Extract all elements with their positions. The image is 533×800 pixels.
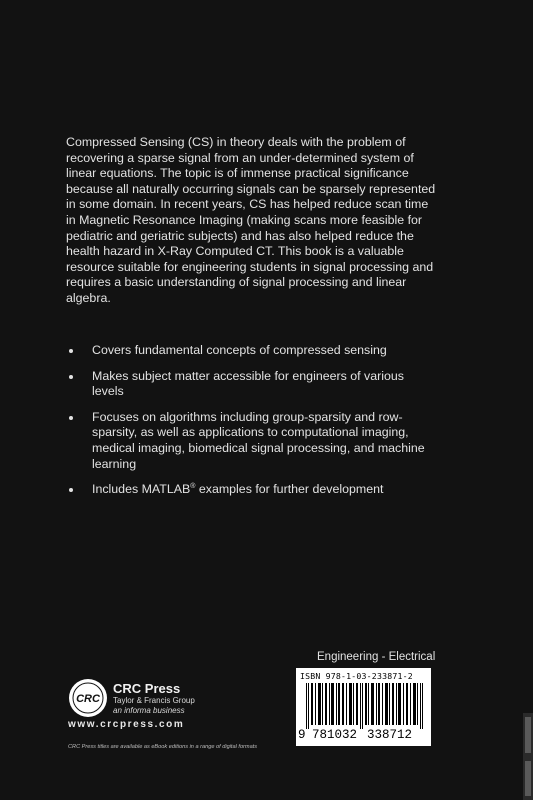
spine-edge-mark bbox=[523, 713, 533, 800]
isbn-number: ISBN 978-1-03-233871-2 bbox=[300, 671, 413, 681]
feature-item: Focuses on algorithms including group-sparsity and row-sparsity, as well as applications to computational imaging, medical imaging, biomedical signal processing, and machine learning bbox=[66, 410, 438, 472]
svg-text:CRC: CRC bbox=[76, 693, 100, 705]
publisher-business: an informa business bbox=[113, 706, 185, 715]
publisher-group: Taylor & Francis Group bbox=[113, 696, 195, 705]
feature-item: Makes subject matter accessible for engineers of various levels bbox=[66, 369, 438, 400]
isbn-barcode: ISBN 978-1-03-233871-2 9 781032 338712 bbox=[296, 668, 431, 746]
feature-item-matlab: Includes MATLAB® examples for further development bbox=[66, 482, 438, 498]
book-description: Compressed Sensing (CS) in theory deals with the problem of recovering a sparse signal from an under-determined system of linear equations. The topic is of immense practical significance because all naturally occurring signals can be sparsely represented in some domain. In recent years, CS has helped reduce scan time in Magnetic Resonance Imaging (making scans more feasible for pediatric and geriatric subjects) and has also helped reduce the health hazard in X-Ray Computed CT. This book is a valuable resource suitable for engineering students in signal processing and requires a basic understanding of signal processing and linear algebra. bbox=[66, 135, 436, 305]
crc-logo-icon bbox=[68, 678, 108, 718]
registered-mark: ® bbox=[190, 483, 196, 491]
barcode-bars bbox=[306, 683, 424, 729]
publisher-website-link[interactable]: www.crcpress.com bbox=[68, 719, 185, 730]
feature-item: Covers fundamental concepts of compressed sensing bbox=[66, 343, 438, 359]
ebook-note: CRC Press titles are available as eBook editions in a range of digital formats bbox=[68, 744, 258, 750]
publisher-name: CRC Press bbox=[113, 681, 181, 696]
subject-category: Engineering - Electrical bbox=[317, 651, 436, 663]
feature-list bbox=[66, 343, 438, 508]
